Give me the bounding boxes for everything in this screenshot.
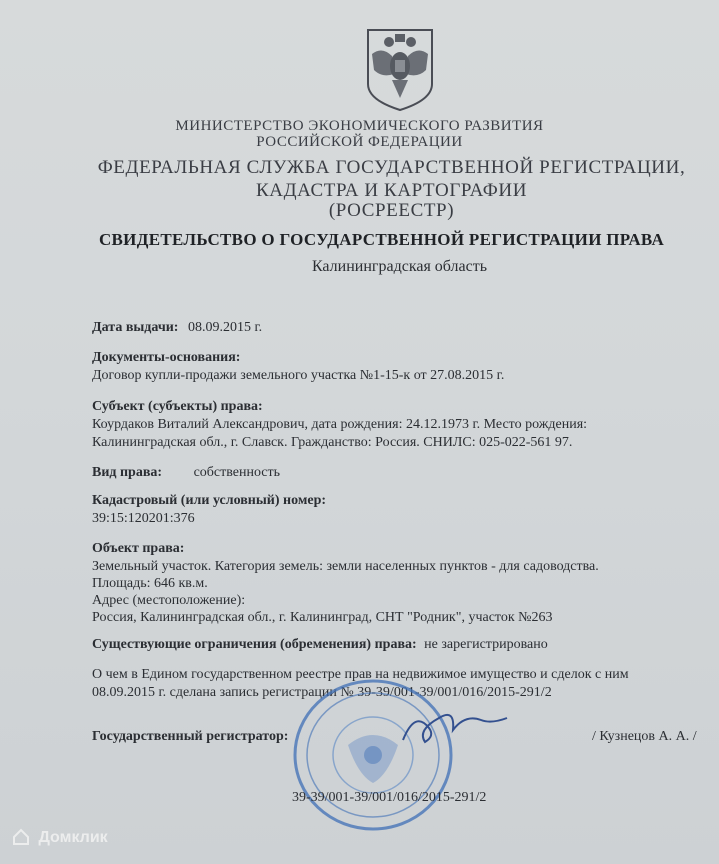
official-seal-stamp <box>288 675 458 835</box>
registrar-signature <box>395 700 515 750</box>
service-line-3: (РОСРЕЕСТР) <box>328 200 455 221</box>
restrictions-label: Существующие ограничения (обременения) права: <box>92 637 417 652</box>
record-line-2: 08.09.2015 г. сделана запись регистрации № 39-39/001-39/001/016/2015-291/2 <box>92 685 552 700</box>
issue-date-row <box>92 320 262 336</box>
cadastral-value: 39:15:120201:376 <box>92 511 195 526</box>
right-type-row <box>92 465 280 481</box>
certificate-title: СВИДЕТЕЛЬСТВО О ГОСУДАРСТВЕННОЙ РЕГИСТРАЦИИ ПРАВА <box>98 230 665 249</box>
issue-date-value: 08.09.2015 г. <box>187 320 263 335</box>
domclick-watermark <box>12 828 108 847</box>
cadastral-label: Кадастровый (или условный) номер: <box>92 493 327 508</box>
house-icon <box>12 828 30 846</box>
record-line-1: О чем в Едином государственном реестре прав на недвижимое имущество и сделок с ним <box>92 667 629 682</box>
object-line-1: Земельный участок. Категория земель: земли населенных пунктов - для садоводства. <box>92 559 599 574</box>
region: Калининградская область <box>311 258 488 275</box>
service-line-2: КАДАСТРА И КАРТОГРАФИИ <box>255 180 528 201</box>
right-type-value: собственность <box>193 465 281 480</box>
bottom-record-number: 39-39/001-39/001/016/2015-291/2 <box>292 790 487 805</box>
ministry-line-2: РОССИЙСКОЙ ФЕДЕРАЦИИ <box>256 134 463 150</box>
issue-date-label: Дата выдачи: <box>92 320 179 335</box>
restrictions-row <box>92 637 548 653</box>
registrar-name: / Кузнецов А. А. / <box>592 729 697 744</box>
watermark-text: Домклик <box>38 829 108 846</box>
service-line-1: ФЕДЕРАЛЬНАЯ СЛУЖБА ГОСУДАРСТВЕННОЙ РЕГИСТРАЦИИ, <box>97 157 686 178</box>
object-line-4: Россия, Калининградская обл., г. Калининград, СНТ "Родник", участок №263 <box>92 610 553 625</box>
ministry-line-1: МИНИСТЕРСТВО ЭКОНОМИЧЕСКОГО РАЗВИТИЯ <box>175 118 544 134</box>
object-line-2: Площадь: 646 кв.м. <box>92 576 208 591</box>
restrictions-value: не зарегистрировано <box>424 637 548 652</box>
object-line-3: Адрес (местоположение): <box>92 593 246 608</box>
coat-of-arms-emblem <box>362 26 438 112</box>
registrar-label: Государственный регистратор: <box>92 729 289 744</box>
subject-line-2: Калининградская обл., г. Славск. Гражданство: Россия. СНИЛС: 025-022-561 97. <box>92 435 573 450</box>
basis-value: Договор купли-продажи земельного участка №1-15-к от 27.08.2015 г. <box>92 368 505 383</box>
subject-line-1: Коурдаков Виталий Александрович, дата рождения: 24.12.1973 г. Место рождения: <box>92 417 588 432</box>
right-type-label: Вид права: <box>92 465 163 480</box>
basis-label: Документы-основания: <box>92 350 241 365</box>
object-label: Объект права: <box>92 541 185 556</box>
subject-label: Субъект (субъекты) права: <box>92 399 263 414</box>
